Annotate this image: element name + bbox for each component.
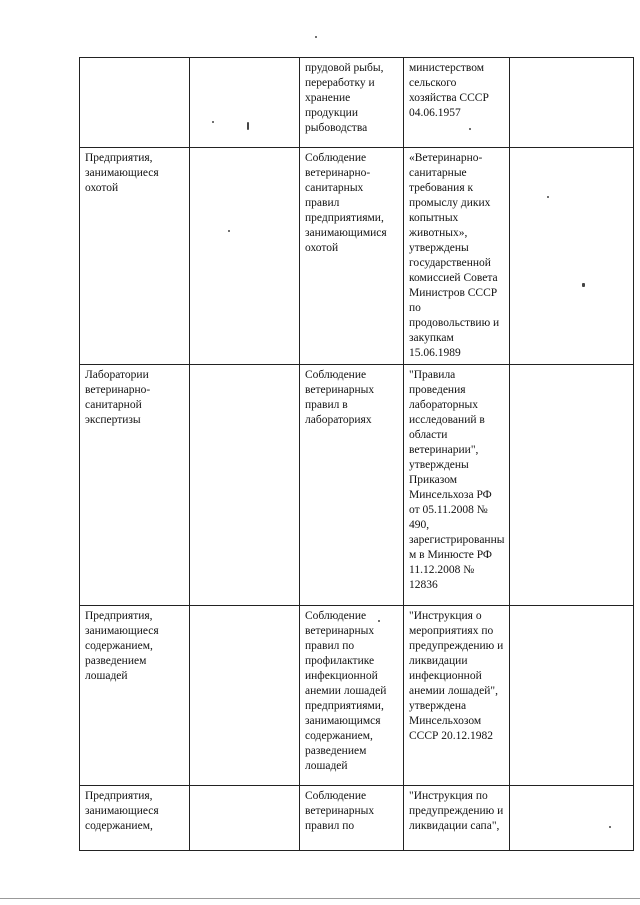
table-row: [80, 606, 634, 786]
regulations-table: [79, 57, 634, 851]
extra-cell: [510, 606, 634, 786]
extra-cell: [510, 365, 634, 606]
object-cell: Лаборатории ветеринарно- санитарной экспертизы: [80, 365, 190, 606]
blank-cell: [190, 148, 300, 365]
object-cell: Предприятия, занимающиеся содержанием, разведением лошадей: [80, 606, 190, 786]
blank-cell: [190, 365, 300, 606]
requirement-cell: Соблюдение ветеринарных правил в лабораториях: [300, 365, 404, 606]
scan-speck: [378, 620, 380, 622]
document-cell: министерством сельского хозяйства СССР 04.06.1957: [404, 58, 510, 148]
requirement-cell: Соблюдение ветеринарных правил по профилактике инфекционной анемии лошадей предприятиями, занимающимся содержанием, разведением лошадей: [300, 606, 404, 786]
requirement-cell: Соблюдение ветеринарных правил по: [300, 786, 404, 851]
document-cell: "Инструкция по предупреждению и ликвидации сапа",: [404, 786, 510, 851]
scan-speck: [547, 196, 549, 198]
blank-cell: [190, 786, 300, 851]
scan-speck: [315, 36, 317, 38]
table-row: [80, 58, 634, 148]
document-cell: "Правила проведения лабораторных исследований в области ветеринарии", утверждены Приказом Минсельхоза РФ от 05.11.2008 № 490, зарегистрированны м в Минюсте РФ 11.12.2008 № 12836: [404, 365, 510, 606]
document-cell: "Инструкция о мероприятиях по предупреждению и ликвидации инфекционной анемии лошадей", утверждена Минсельхозом СССР 20.12.1982: [404, 606, 510, 786]
scan-speck: [582, 283, 585, 287]
scan-speck: [469, 128, 471, 130]
blank-cell: [190, 58, 300, 148]
table-row: [80, 786, 634, 851]
extra-cell: [510, 148, 634, 365]
table-row: [80, 148, 634, 365]
scan-speck: [247, 122, 249, 130]
scan-edge-line: [0, 898, 640, 899]
blank-cell: [190, 606, 300, 786]
object-cell: Предприятия, занимающиеся содержанием,: [80, 786, 190, 851]
requirement-cell: Соблюдение ветеринарно- санитарных правил предприятиями, занимающимися охотой: [300, 148, 404, 365]
scan-speck: [212, 121, 214, 123]
document-cell: «Ветеринарно- санитарные требования к промыслу диких копытных животных», утверждены государственной комиссией Совета Министров СССР по продовольствию и закупкам 15.06.1989: [404, 148, 510, 365]
scan-speck: [609, 826, 611, 828]
table-row: [80, 365, 634, 606]
extra-cell: [510, 58, 634, 148]
scan-speck: [228, 230, 230, 232]
object-cell: Предприятия, занимающиеся охотой: [80, 148, 190, 365]
extra-cell: [510, 786, 634, 851]
requirement-cell: прудовой рыбы, переработку и хранение продукции рыбоводства: [300, 58, 404, 148]
object-cell: [80, 58, 190, 148]
